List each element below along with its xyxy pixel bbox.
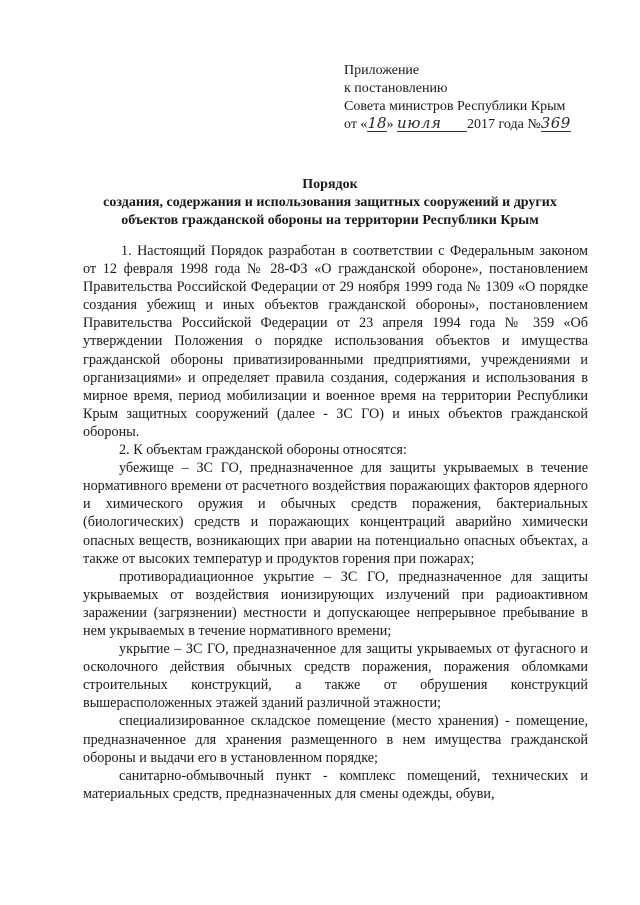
paragraph-sanitary-point: санитарно-обмывочный пункт - комплекс помещений, технических и материальных средств, предназначенных для смены одежды, обуви, xyxy=(83,767,588,802)
resolution-number-handwritten: 369 xyxy=(540,114,571,132)
document-title xyxy=(60,176,600,230)
appendix-resolution: к постановлению xyxy=(344,81,448,96)
paragraph-shelter: убежище – ЗС ГО, предназначенное для защиты укрываемых в течение нормативного времени от расчетного воздействия поражающих факторов ядерного и химического оружия и обычных средств поражения, бактериальных (биологических) средств и поражающих концентраций аварийно химически опасных веществ, возникающих при аварии на потенциально опасных объектах, а также от высоких температур и продуктов горения при пожарах; xyxy=(83,460,588,567)
date-mid: » xyxy=(386,117,398,132)
date-day-handwritten: 18 xyxy=(367,114,387,132)
appendix-header xyxy=(344,62,614,134)
appendix-date-line xyxy=(344,116,614,134)
paragraph-cover: укрытие – ЗС ГО, предназначенное для защиты укрываемых от фугасного и осколочного действия обычных средств поражения, поражения обломками строительных конструкций, а также от обрушения конструкций вышерасположенных этажей зданий различной этажности; xyxy=(83,641,588,712)
paragraph-radiation-shelter: противорадиационное укрытие – ЗС ГО, предназначенное для защиты укрываемых от воздействия ионизирующих излучений при радиоактивном заражении (загрязнении) местности и допускающее непрерывное пребывание в нем укрываемых в течение нормативного времени; xyxy=(83,568,588,639)
document-body xyxy=(83,242,588,803)
title-heading: Порядок xyxy=(302,177,358,192)
title-subtitle-line1: создания, содержания и использования защитных сооружений и других xyxy=(103,195,557,210)
appendix-issuer: Совета министров Республики Крым xyxy=(344,99,566,114)
paragraph-2: 2. К объектам гражданской обороны относятся: xyxy=(119,442,407,459)
date-year: 2017 года № xyxy=(467,117,541,132)
paragraph-storage: специализированное складское помещение (место хранения) - помещение, предназначенное для хранения размещенного в нем имущества гражданской обороны и выдачи его в установленном порядке; xyxy=(83,713,588,766)
title-subtitle-line2: объектов гражданской обороны на территории Республики Крым xyxy=(121,213,539,228)
appendix-label: Приложение xyxy=(344,63,420,78)
paragraph-1: 1. Настоящий Порядок разработан в соответствии с Федеральным законом от 12 февраля 1998 года № 28-ФЗ «О гражданской обороне», постановлением Правительства Российской Федерации от 29 ноября 1999 года № 1309 «О порядке создания убежищ и иных объектов гражданской обороны», постановлением Правительства Российской Федерации от 23 апреля 1994 года № 359 «Об утверждении Положения о порядке использования объектов и имущества гражданской обороны приватизированными предприятиями, учреждениями и организациями» и определяет правила создания, содержания и использования в мирное время, период мобилизации и военное время на территории Республики Крым защитных сооружений (далее - ЗС ГО) и иных объектов гражданской обороны. xyxy=(83,243,588,440)
date-month-handwritten: июля xyxy=(397,116,467,132)
date-prefix: от « xyxy=(344,117,368,132)
